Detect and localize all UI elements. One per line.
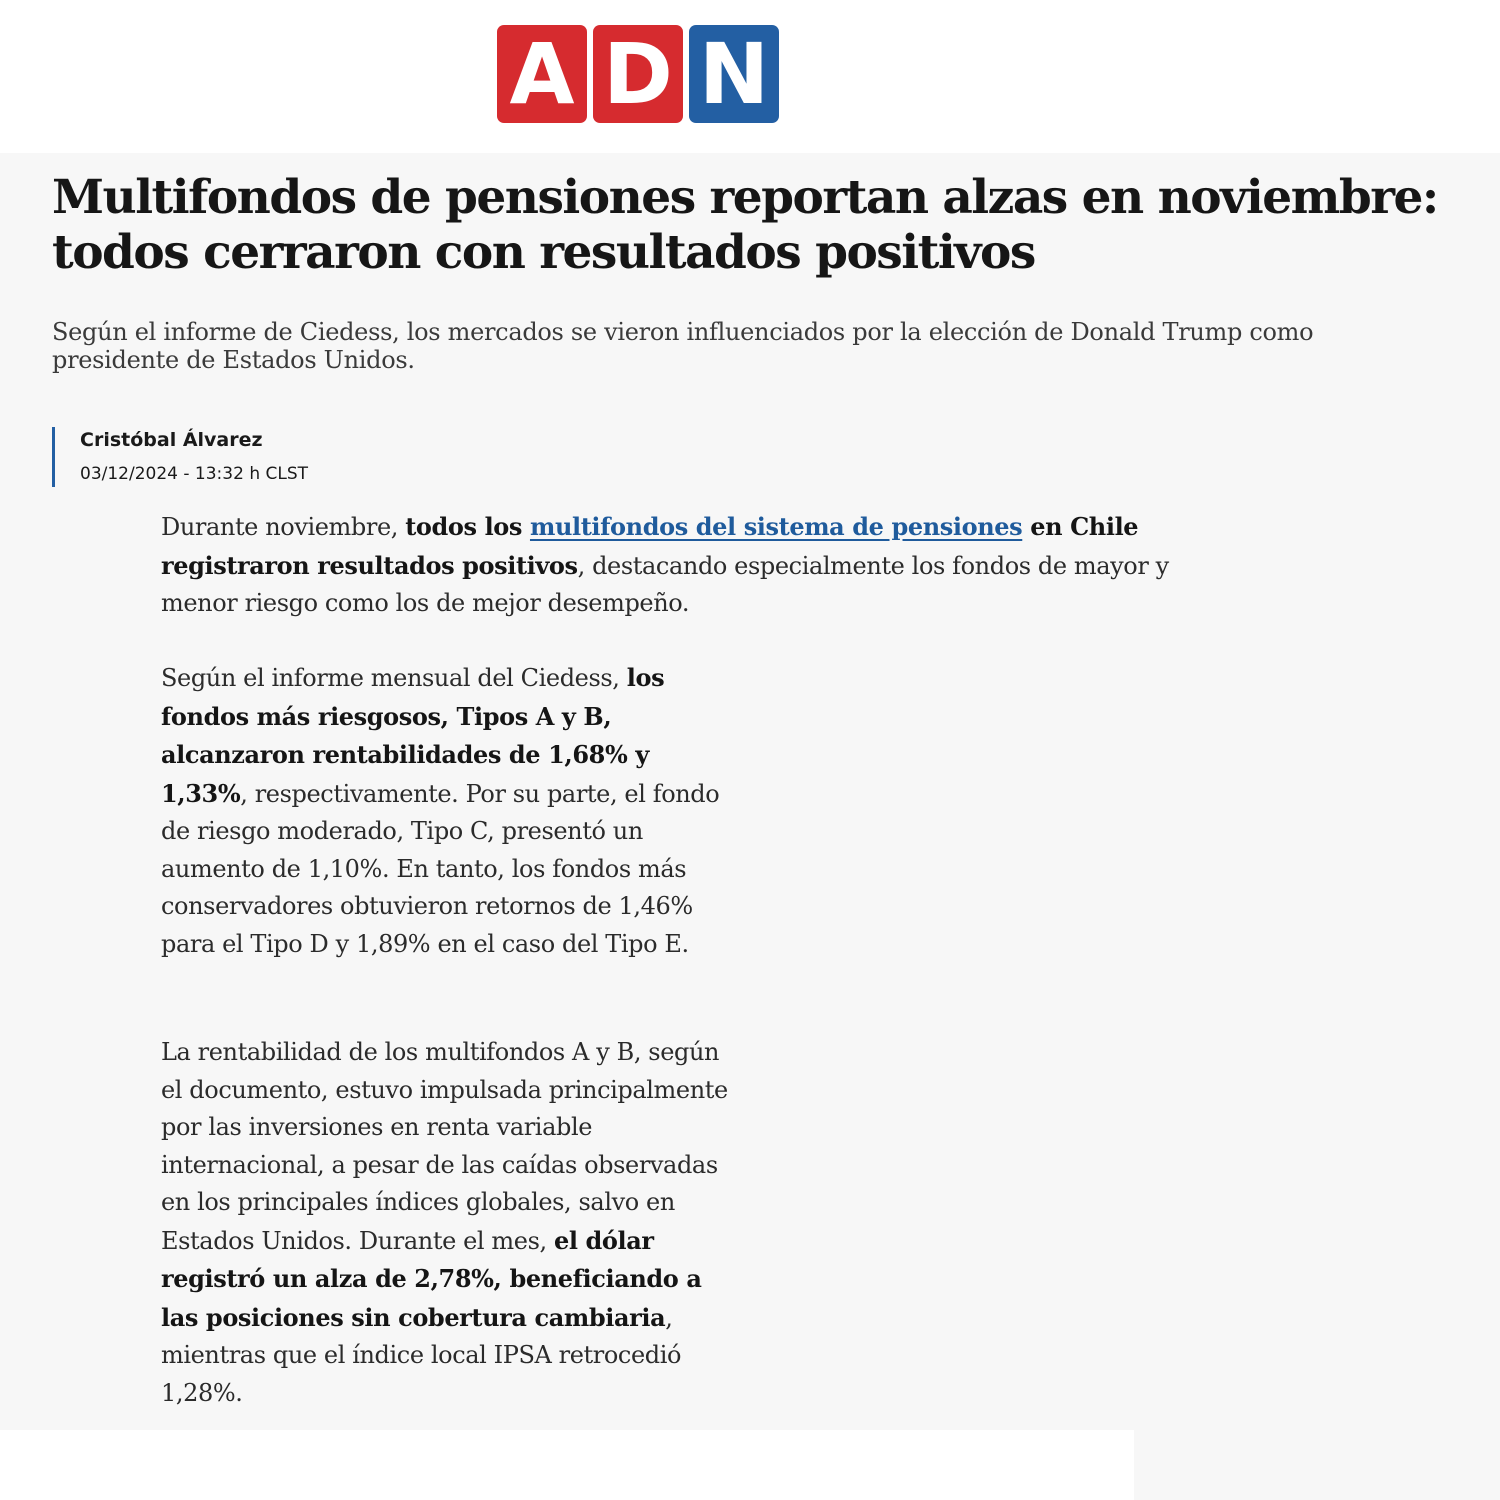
paragraph-2 (161, 659, 736, 963)
logo-letter-n: N (689, 25, 779, 123)
p1-text-2: , destacando especialmente los fondos de mayor y menor riesgo como los de mejor desempeño. (161, 551, 1169, 617)
p2-text-2: , respectivamente. Por su parte, el fondo de riesgo moderado, Tipo C, presentó un aumento de 1,10%. En tanto, los fondos más conservadores obtuvieron retornos de 1,46% para el Tipo D y 1,89% en el caso del Tipo E. (161, 779, 720, 958)
p3-text-1: La rentabilidad de los multifondos A y B, según el documento, estuvo impulsada principalmente por las inversiones en renta variable internacional, a pesar de las caídas observadas en los principales índices globales, salvo en Estados Unidos. Durante el mes, (161, 1038, 728, 1255)
page-footer-side (1134, 1430, 1500, 1500)
p3-bold-1: el dólar registró un alza de 2,78%, beneficiando a las posiciones sin cobertura cambiaria (161, 1225, 702, 1332)
p3-text-2: , mientras que el índice local IPSA retrocedió 1,28%. (161, 1303, 682, 1407)
author-name[interactable]: Cristóbal Álvarez (80, 429, 263, 451)
paragraph-3 (161, 1034, 741, 1412)
article-subtitle: Según el informe de Ciedess, los mercados se vieron influenciados por la elección de Donald Trump como presidente de Estados Unidos. (52, 318, 1314, 374)
logo-letter-d: D (593, 25, 683, 123)
adn-logo[interactable] (497, 25, 779, 123)
multifondos-link[interactable]: multifondos del sistema de pensiones (529, 512, 1023, 541)
publish-date: 03/12/2024 - 13:32 h CLST (80, 464, 309, 484)
article-headline: Multifondos de pensiones reportan alzas en noviembre: todos cerraron con resultados positivos (52, 170, 1438, 280)
logo-letter-a: A (497, 25, 587, 123)
p1-bold-1: todos los (405, 512, 530, 541)
p1-bold-2: en Chile registraron resultados positivos (161, 512, 1139, 580)
p2-bold-1: los fondos más riesgosos, Tipos A y B, alcanzaron rentabilidades de 1,68% y 1,33% (161, 663, 665, 808)
site-header (0, 0, 1500, 153)
p2-text-1: Según el informe mensual del Ciedess, (161, 664, 627, 692)
p1-text-1: Durante noviembre, (161, 513, 406, 541)
page-footer-area (0, 1430, 1134, 1500)
byline (52, 427, 308, 487)
paragraph-1 (161, 508, 1251, 623)
